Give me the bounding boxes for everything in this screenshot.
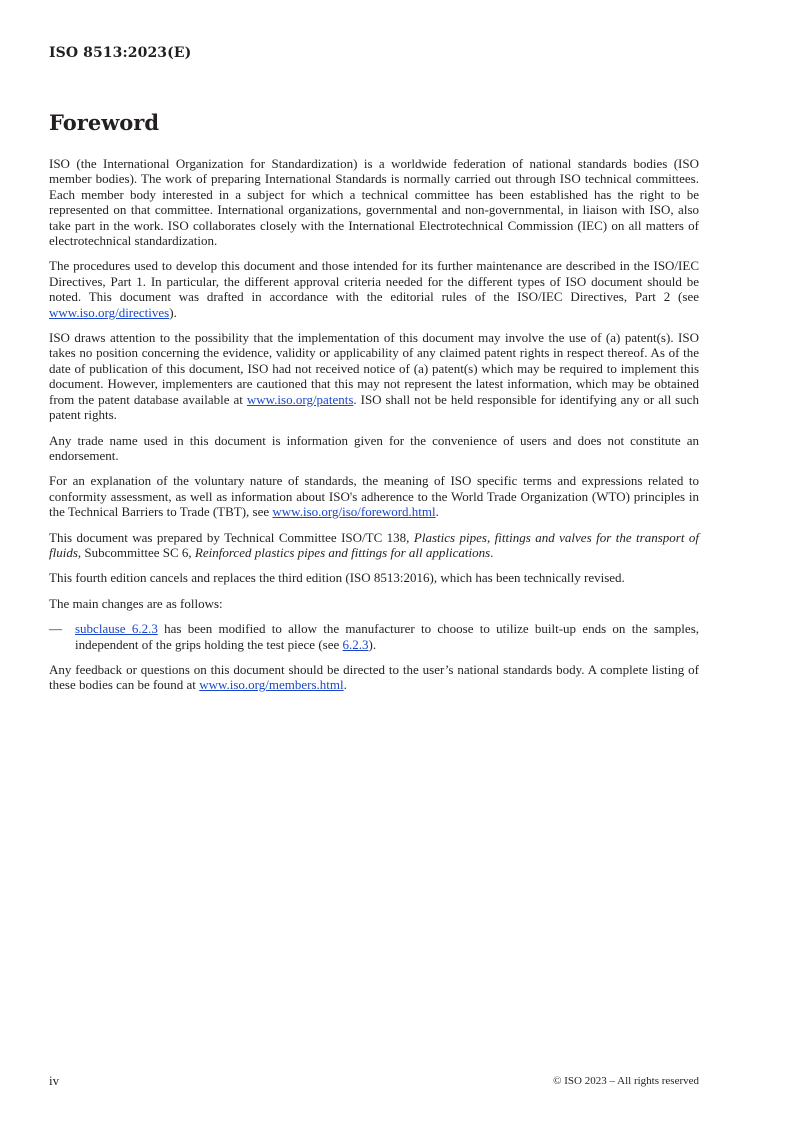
list-item: — subclause 6.2.3 has been modified to allow the manufacturer to choose to utilize built-up ends on the samples, independent of the grips holding the test piece (see 6.2.3). [49, 621, 699, 652]
paragraph-iso-intro: ISO (the International Organization for Standardization) is a worldwide federation of national standards bodies (ISO member bodies). The work of preparing International Standards is normally carried out through ISO technical committees. Each member body interested in a subject for which a technical committee has been established has the right to be represented on that committee. International organizations, governmental and non-governmental, in liaison with ISO, also take part in the work. ISO collaborates closely with the International Electrotechnical Commission (IEC) on all matters of electrotechnical standardization. [49, 156, 699, 249]
page-number: iv [49, 1073, 60, 1088]
foreword-body [49, 156, 699, 703]
paragraph-edition: This fourth edition cancels and replaces the third edition (ISO 8513:2016), which has been technically revised. [49, 570, 625, 586]
paragraph-trade-name: Any trade name used in this document is information given for the convenience of users and does not constitute an endorsement. [49, 432, 699, 463]
subclause-link[interactable]: subclause 6.2.3 [75, 621, 158, 637]
paragraph-procedures: The procedures used to develop this document and those intended for its further maintenance are described in the ISO/IEC Directives, Part 1. In particular, the different approval criteria needed for the different types of ISO document should be noted. This document was drafted in accordance with the editorial rules of the ISO/IEC Directives, Part 2 (see www.iso.org/directives). [49, 258, 699, 320]
dash-bullet: — [49, 621, 62, 637]
document-id-header: ISO 8513:2023(E) [49, 45, 192, 61]
paragraph-committee: This document was prepared by Technical Committee ISO/TC 138, Plastics pipes, fittings and valves for the transport of fluids, Subcommittee SC 6, Reinforced plastics pipes and fittings for all applications. [49, 529, 699, 560]
paragraph-feedback: Any feedback or questions on this document should be directed to the user’s national standards body. A complete listing of these bodies can be found at www.iso.org/members.html. [49, 661, 699, 693]
foreword-link[interactable]: www.iso.org/iso/foreword.html [272, 504, 436, 520]
members-link[interactable]: www.iso.org/members.html [199, 677, 344, 693]
clause-6-2-3-link[interactable]: 6.2.3 [342, 636, 369, 652]
directives-link[interactable]: www.iso.org/directives [49, 304, 170, 320]
page-title: Foreword [49, 110, 160, 135]
paragraph-patents: ISO draws attention to the possibility that the implementation of this document may involve the use of (a) patent(s). ISO takes no position concerning the evidence, validity or applicability of any claimed patent rights in respect thereof. As of the date of publication of this document, ISO had not received notice of (a) patent(s) which may be required to implement this document. However, implementers are cautioned that this may not represent the latest information, which may be obtained from the patent database available at www.iso.org/patents. ISO shall not be held responsible for identifying any or all such patent rights. [49, 330, 700, 423]
copyright-notice: © ISO 2023 – All rights reserved [553, 1075, 699, 1087]
paragraph-main-changes: The main changes are as follows: [49, 595, 223, 611]
patents-link[interactable]: www.iso.org/patents [246, 391, 354, 407]
paragraph-voluntary-nature: For an explanation of the voluntary nature of standards, the meaning of ISO specific terms and expressions related to conformity assessment, as well as information about ISO's adherence to the World Trade Organization (WTO) principles in the Technical Barriers to Trade (TBT), see www.iso.org/iso/foreword.html. [49, 473, 699, 520]
